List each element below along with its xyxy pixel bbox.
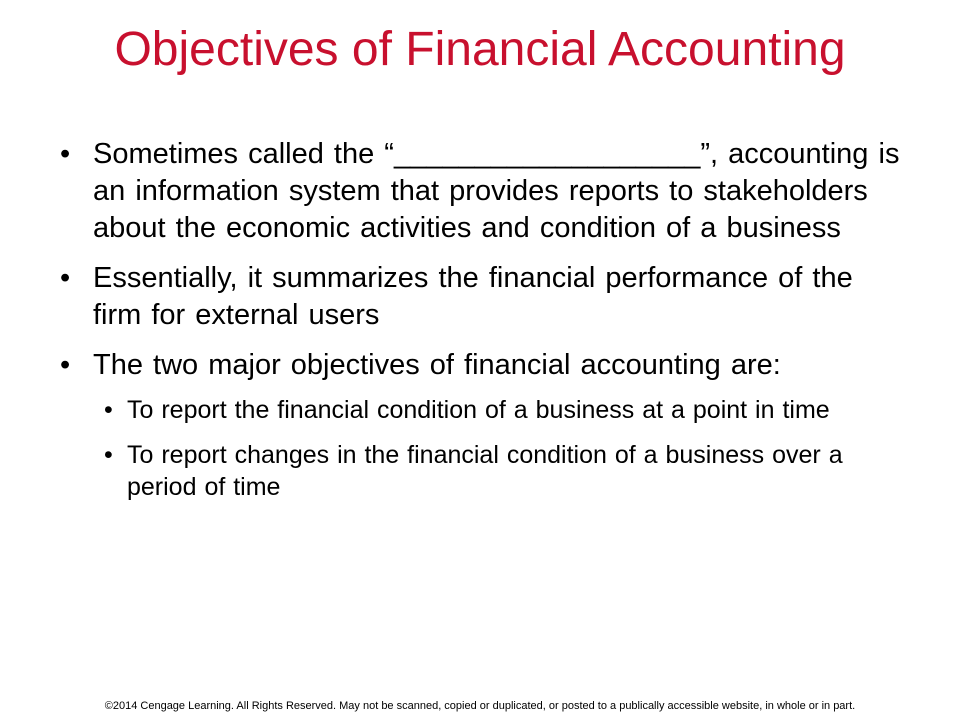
bullet-text: The two major objectives of financial accounting are:: [93, 349, 781, 381]
bullet-text: Sometimes called the “___________________”, accounting is an information system that provides reports to stakeholders about the economic activities and condition of a business: [93, 138, 900, 244]
bullet-marker: •: [60, 262, 71, 294]
bullet-marker: •: [60, 138, 71, 170]
sub-bullet-item: [104, 394, 900, 426]
bullet-list: [60, 136, 900, 516]
sub-bullet-item: [104, 439, 900, 503]
bullet-item: [60, 136, 900, 247]
bullet-text: Essentially, it summarizes the financial performance of the firm for external users: [93, 262, 853, 331]
sub-bullet-text: To report changes in the financial condition of a business over a period of time: [127, 441, 843, 501]
bullet-marker: •: [60, 349, 71, 381]
sub-bullet-list: [93, 394, 900, 503]
bullet-item: [60, 347, 900, 503]
slide-title: Objectives of Financial Accounting: [114, 23, 846, 76]
sub-bullet-marker: •: [104, 396, 113, 424]
copyright-footer: ©2014 Cengage Learning. All Rights Reserved. May not be scanned, copied or duplicated, or posted to a publically accessible website, in whole or in part.: [104, 700, 856, 712]
bullet-item: [60, 260, 900, 334]
sub-bullet-marker: •: [104, 441, 113, 469]
sub-bullet-text: To report the financial condition of a business at a point in time: [127, 396, 830, 424]
